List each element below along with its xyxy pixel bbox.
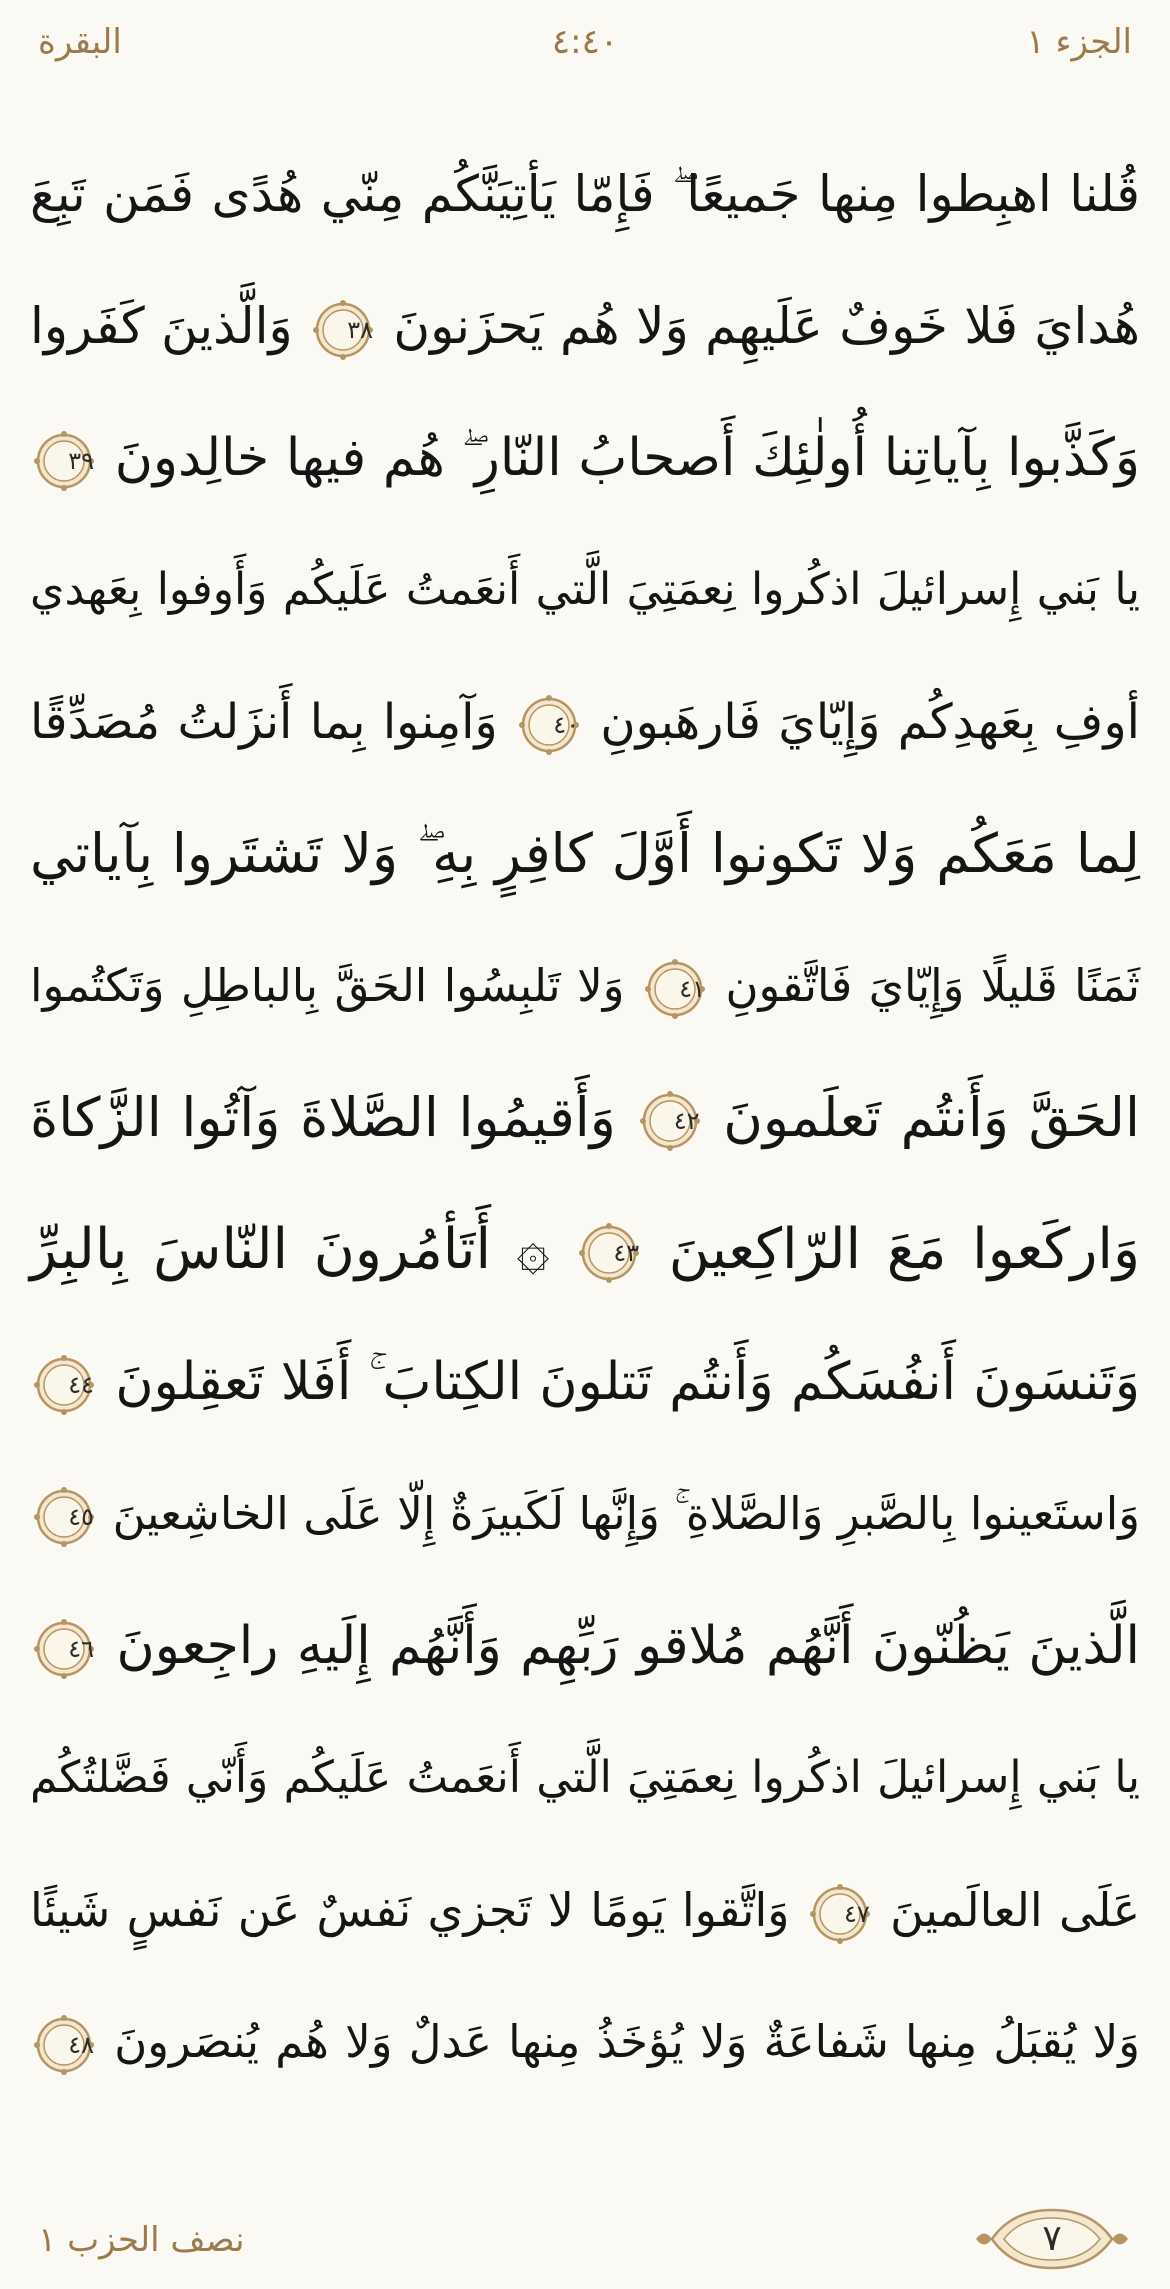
verse-line[interactable] <box>30 260 1140 392</box>
ayah-number: ٤٢ <box>673 1107 700 1136</box>
verse-line[interactable] <box>30 656 1140 788</box>
ayah-marker[interactable] <box>34 2015 94 2075</box>
verse-text[interactable]: ۞ أَتَأمُرونَ النّاسَ بِالبِرِّ <box>30 1217 550 1282</box>
verse-line-content <box>30 656 1140 788</box>
verse-text[interactable]: لِما مَعَكُم وَلا تَكونوا أَوَّلَ كافِرٍ بِهِ ۖ وَلا تَشتَروا بِآياتي <box>30 822 1140 885</box>
verse-line[interactable] <box>30 1052 1140 1184</box>
verse-text[interactable]: وَتَنسَونَ أَنفُسَكُم وَأَنتُم تَتلونَ الكِتابَ ۚ أَفَلا تَعقِلونَ <box>115 1352 1141 1412</box>
ayah-number: ٤٣ <box>613 1238 640 1267</box>
verse-line[interactable] <box>30 524 1140 656</box>
ayah-marker[interactable] <box>34 431 94 491</box>
ayah-number: ٤٧ <box>844 1899 870 1928</box>
verse-line-content <box>30 1448 1140 1580</box>
ayah-marker[interactable] <box>34 1487 94 1547</box>
verse-line-content <box>30 1184 1140 1316</box>
page-footer <box>0 2200 1170 2289</box>
ayah-marker[interactable] <box>579 1223 639 1283</box>
surah-name: البقرة <box>38 22 122 62</box>
verse-line[interactable] <box>30 920 1140 1052</box>
verse-line-content <box>30 524 1140 656</box>
verse-text[interactable]: وَاستَعينوا بِالصَّبرِ وَالصَّلاةِ ۚ وَإِنَّها لَكَبيرَةٌ إِلّا عَلَى الخاشِعينَ <box>112 1487 1140 1540</box>
verse-text[interactable]: الحَقَّ وَأَنتُم تَعلَمونَ <box>723 1086 1141 1149</box>
ayah-number: ٤١ <box>679 975 705 1003</box>
ayah-number: ٤٨ <box>68 2031 94 2059</box>
verse-line-content <box>30 260 1140 392</box>
juz-label: الجزء ١ <box>1026 22 1132 62</box>
ayah-marker[interactable] <box>645 959 705 1019</box>
verse-line[interactable] <box>30 128 1140 260</box>
ayah-marker[interactable] <box>34 1355 94 1415</box>
page-number: ٧ <box>1042 2218 1062 2259</box>
ayah-number: ٤٥ <box>68 1503 94 1531</box>
verse-line[interactable] <box>30 788 1140 920</box>
verse-line[interactable] <box>30 1580 1140 1712</box>
verse-text[interactable]: يا بَني إِسرائيلَ اذكُروا نِعمَتِيَ الَّتي أَنعَمتُ عَلَيكُم وَأَوفوا بِعَهدي <box>30 564 1140 615</box>
verse-line-content <box>30 1052 1140 1184</box>
verse-text[interactable]: وَاركَعوا مَعَ الرّاكِعينَ <box>668 1217 1140 1282</box>
verse-text[interactable]: عَلَى العالَمينَ <box>890 1883 1141 1937</box>
verse-line-content <box>30 1712 1140 1844</box>
ayah-number: ٤٦ <box>68 1635 94 1663</box>
verse-text[interactable]: وَلا تَلبِسُوا الحَقَّ بِالباطِلِ وَتَكتُموا <box>30 959 625 1012</box>
verse-text[interactable]: هُدايَ فَلا خَوفٌ عَلَيهِم وَلا هُم يَحزَنونَ <box>393 297 1140 355</box>
hizb-label: نصف الحزب ١ <box>38 2220 245 2260</box>
verse-line[interactable] <box>30 1448 1140 1580</box>
verse-line-content <box>30 788 1140 920</box>
verse-text[interactable]: قُلنا اهبِطوا مِنها جَميعًا ۖ فَإِمّا يَأتِيَنَّكُم مِنّي هُدًى فَمَن تَبِعَ <box>30 165 1140 223</box>
clock-time: ٤:٤٠ <box>551 22 619 62</box>
ayah-marker[interactable] <box>34 1619 94 1679</box>
verse-line[interactable] <box>30 1316 1140 1448</box>
verse-text[interactable]: وَلا يُقبَلُ مِنها شَفاعَةٌ وَلا يُؤخَذُ مِنها عَدلٌ وَلا هُم يُنصَرونَ <box>114 2015 1140 2068</box>
verse-text[interactable]: وَأَقيمُوا الصَّلاةَ وَآتُوا الزَّكاةَ <box>30 1086 616 1149</box>
verse-line-content <box>30 1844 1140 1976</box>
verse-line-content <box>30 920 1140 1052</box>
ayah-marker[interactable] <box>519 695 579 755</box>
verse-text[interactable]: يا بَني إِسرائيلَ اذكُروا نِعمَتِيَ الَّتي أَنعَمتُ عَلَيكُم وَأَنّي فَضَّلتُكُم <box>30 1752 1140 1803</box>
verse-text[interactable]: أوفِ بِعَهدِكُم وَإِيّايَ فَارهَبونِ <box>600 694 1141 750</box>
ayah-marker[interactable] <box>810 1884 870 1944</box>
verse-text[interactable]: وَاتَّقوا يَومًا لا تَجزي نَفسٌ عَن نَفسٍ شَيئًا <box>30 1883 790 1937</box>
verse-line[interactable] <box>30 1184 1140 1316</box>
verse-line[interactable] <box>30 392 1140 524</box>
ayah-marker[interactable] <box>640 1091 700 1151</box>
page-number-badge <box>972 2206 1132 2272</box>
verse-text[interactable]: ثَمَنًا قَليلًا وَإِيّايَ فَاتَّقونِ <box>725 959 1140 1012</box>
ayah-number: ٣٩ <box>68 447 94 475</box>
verse-line-content <box>30 1976 1140 2108</box>
ayah-number: ٤٤ <box>68 1371 94 1399</box>
status-header <box>0 0 1170 100</box>
verse-text[interactable]: وَآمِنوا بِما أَنزَلتُ مُصَدِّقًا <box>30 694 498 750</box>
verse-line-content <box>30 1316 1140 1448</box>
verse-line[interactable] <box>30 1712 1140 1844</box>
ayah-number: ٣٨ <box>347 315 373 344</box>
verse-text[interactable]: الَّذينَ يَظُنّونَ أَنَّهُم مُلاقو رَبِّهِم وَأَنَّهُم إِلَيهِ راجِعونَ <box>116 1616 1140 1676</box>
verse-line-content <box>30 1580 1140 1712</box>
mushaf-page[interactable] <box>30 128 1140 2128</box>
verse-line-content <box>30 128 1140 260</box>
verse-line[interactable] <box>30 1976 1140 2108</box>
verse-line[interactable] <box>30 1844 1140 1976</box>
ayah-number: ٤٠ <box>553 711 580 739</box>
ayah-marker[interactable] <box>313 300 373 360</box>
verse-text[interactable]: وَالَّذينَ كَفَروا <box>30 297 293 355</box>
verse-text[interactable]: وَكَذَّبوا بِآياتِنا أُولٰئِكَ أَصحابُ النّارِ ۖ هُم فيها خالِدونَ <box>114 428 1140 488</box>
verse-line-content <box>30 392 1140 524</box>
